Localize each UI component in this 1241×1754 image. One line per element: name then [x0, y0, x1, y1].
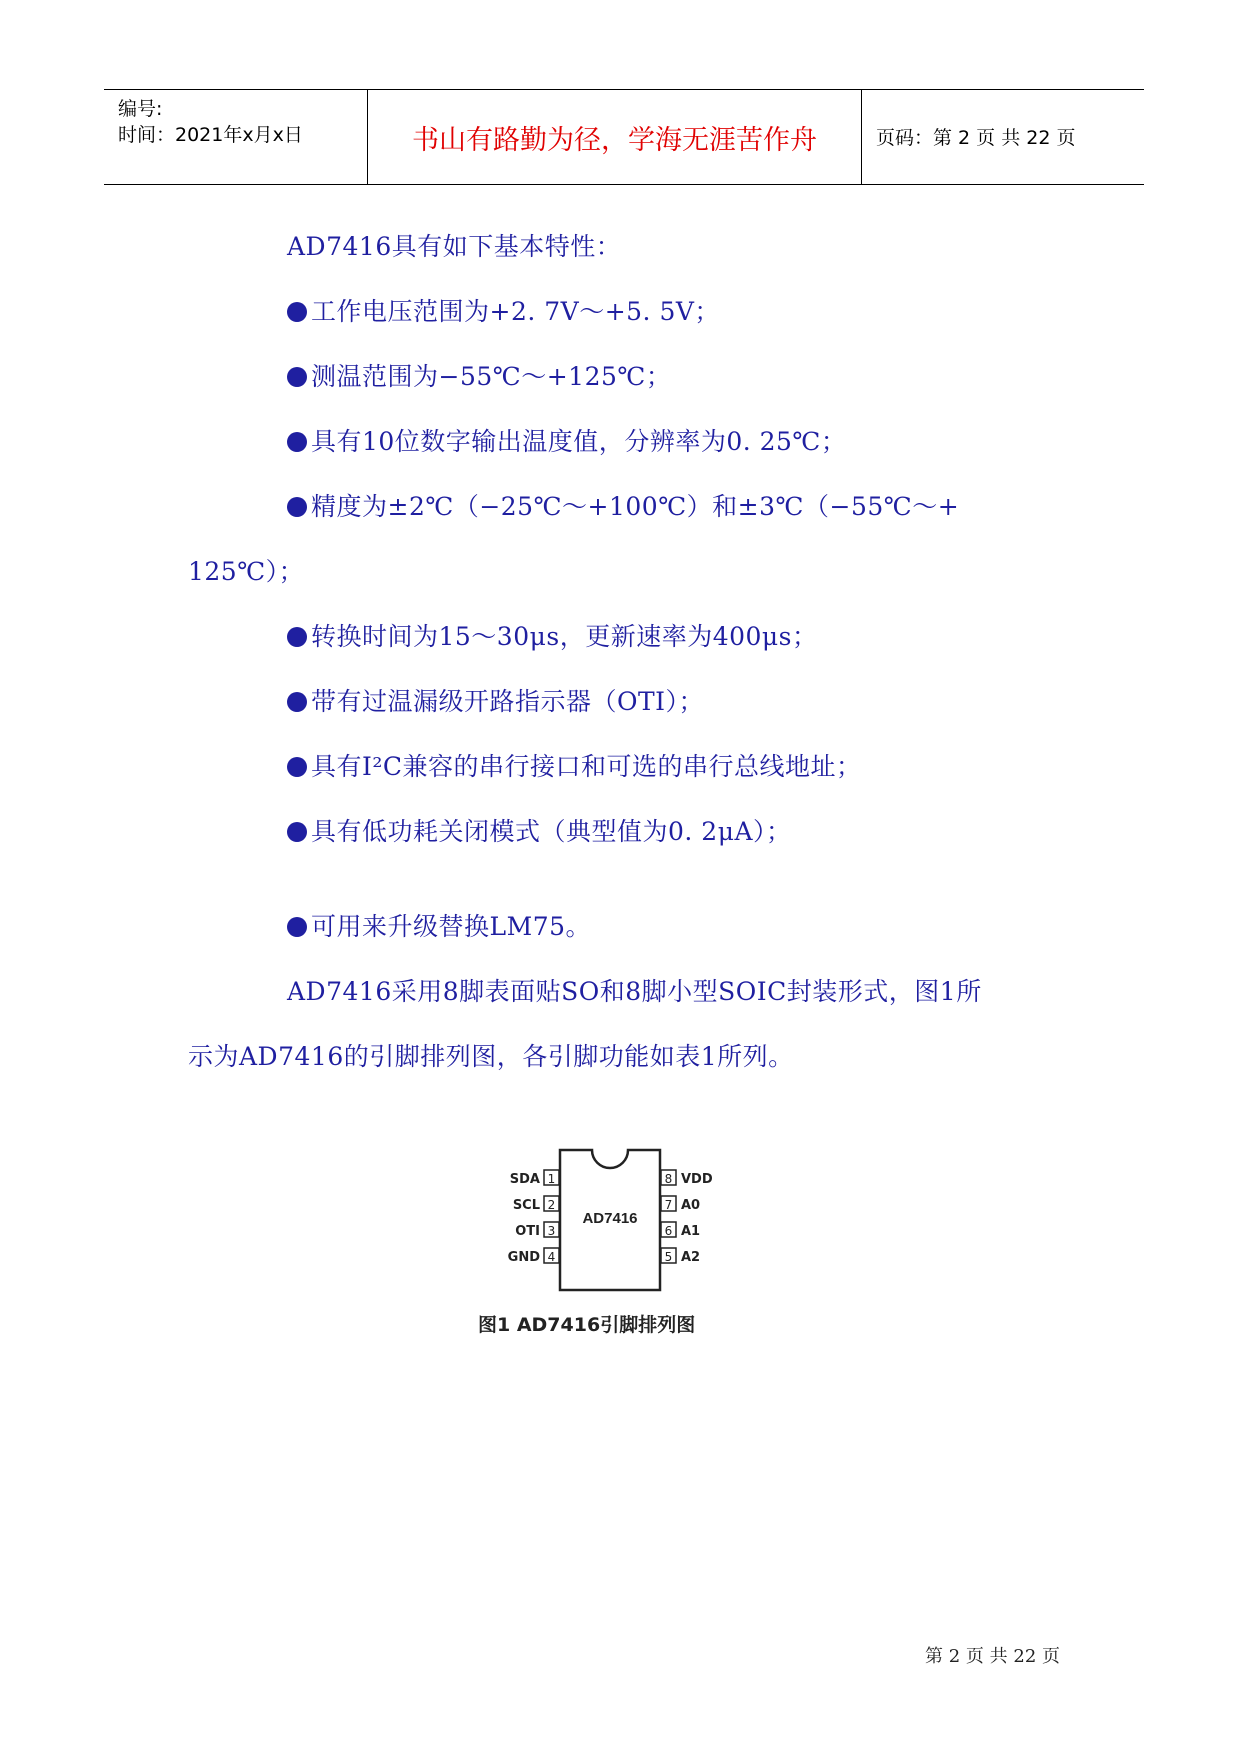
feature-item — [287, 812, 792, 848]
right-pin-5 — [661, 1248, 700, 1265]
bullet-icon — [287, 917, 307, 937]
pin-number: 6 — [664, 1224, 673, 1238]
header-mid-cell — [368, 90, 862, 184]
feature-item — [287, 422, 846, 458]
left-pin-3 — [515, 1222, 559, 1239]
feature-item — [287, 747, 862, 783]
pin-name: GND — [507, 1250, 540, 1265]
pin-name: OTI — [515, 1224, 540, 1239]
pin-name: A0 — [681, 1198, 701, 1213]
page-footer: 第 2 页 共 22 页 — [925, 1646, 1060, 1667]
bullet-icon — [287, 302, 307, 322]
right-pin-6 — [661, 1222, 700, 1239]
pin-name: A2 — [681, 1250, 701, 1265]
right-pin-8 — [661, 1170, 713, 1187]
feature-item — [287, 357, 671, 393]
bullet-icon — [287, 627, 307, 647]
right-pin-7 — [661, 1196, 700, 1213]
header-right-cell — [862, 90, 1144, 184]
bullet-icon — [287, 692, 307, 712]
feature-text: 具有10位数字输出温度值，分辨率为0. 25℃； — [311, 427, 847, 456]
feature-text: 精度为±2℃（−25℃～+100℃）和±3℃（−55℃～+ — [311, 492, 960, 521]
bullet-icon — [287, 432, 307, 452]
pin-number: 3 — [547, 1224, 556, 1238]
feature-item — [287, 682, 704, 718]
left-pin-4 — [508, 1248, 559, 1265]
figure-caption: 图1 AD7416引脚排列图 — [478, 1314, 696, 1336]
feature-item — [287, 487, 959, 523]
feature-text: 具有I²C兼容的串行接口和可选的串行总线地址； — [311, 752, 862, 781]
feature-text: 测温范围为−55℃～+125℃； — [311, 362, 672, 391]
pin-number: 5 — [664, 1250, 673, 1264]
feature-text: 具有低功耗关闭模式（典型值为0. 2μA）； — [311, 817, 792, 846]
pin-number: 8 — [664, 1172, 673, 1186]
feature-continuation: 125℃）； — [188, 557, 305, 586]
page-header — [104, 89, 1144, 185]
left-pin-1 — [510, 1170, 559, 1187]
bullet-icon — [287, 497, 307, 517]
feature-item — [287, 292, 720, 328]
pin-name: SCL — [512, 1198, 540, 1213]
left-pin-2 — [513, 1196, 559, 1213]
pin-number: 2 — [547, 1198, 556, 1212]
pin-number: 7 — [664, 1198, 673, 1212]
number-label: 编号: — [118, 98, 163, 120]
motto: 书山有路勤为径，学海无涯苦作舟 — [412, 125, 817, 156]
time-label: 时间：2021年x月x日 — [118, 124, 303, 146]
header-page-info: 页码：第 2 页 共 22 页 — [876, 127, 1076, 149]
pin-number: 1 — [547, 1172, 556, 1186]
feature-text: 工作电压范围为+2. 7V～+5. 5V； — [311, 297, 720, 326]
feature-item — [287, 907, 591, 943]
pin-number: 4 — [547, 1250, 556, 1264]
package-paragraph-line2: 示为AD7416的引脚排列图，各引脚功能如表1所列。 — [188, 1042, 794, 1071]
feature-text: 可用来升级替换LM75。 — [311, 912, 592, 941]
feature-text: 带有过温漏级开路指示器（OTI）； — [311, 687, 705, 716]
bullet-icon — [287, 757, 307, 777]
bullet-icon — [287, 822, 307, 842]
chip-label: AD7416 — [582, 1210, 638, 1227]
bullet-icon — [287, 367, 307, 387]
pin-name: A1 — [681, 1224, 701, 1239]
package-paragraph-line1: AD7416采用8脚表面贴SO和8脚小型SOIC封装形式，图1所 — [287, 977, 982, 1006]
pin-name: SDA — [509, 1172, 540, 1187]
intro-paragraph: AD7416具有如下基本特性： — [287, 232, 622, 261]
feature-item — [287, 617, 818, 653]
header-left-cell — [104, 90, 368, 184]
pin-name: VDD — [681, 1172, 713, 1187]
feature-text: 转换时间为15～30μs，更新速率为400μs； — [311, 622, 818, 651]
